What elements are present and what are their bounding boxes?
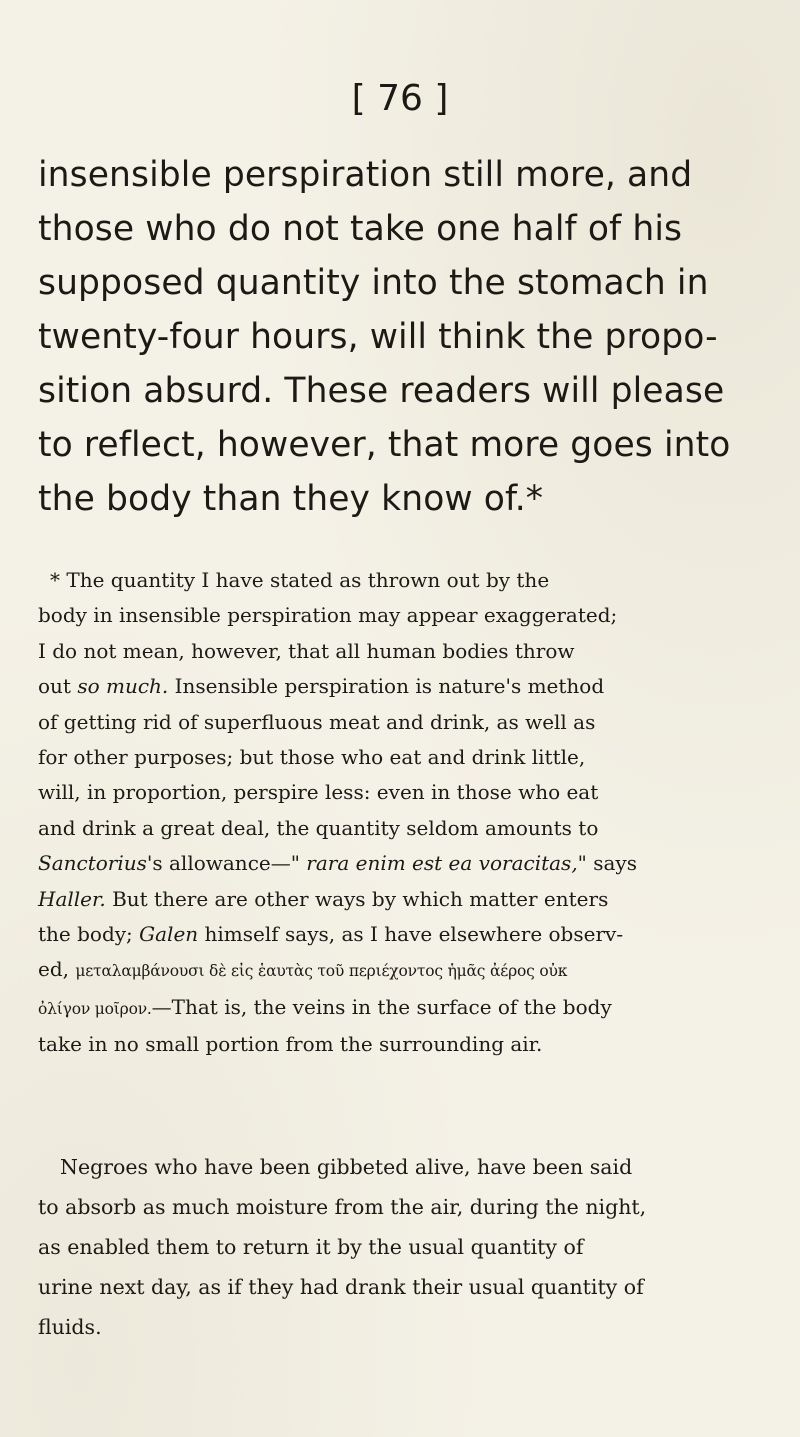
body-line: the body than they know of.*: [38, 479, 544, 519]
footnote-line: body in insensible perspiration may appear exaggerated;: [38, 603, 618, 628]
body-line: twenty-four hours, will think the propo-: [38, 317, 718, 357]
footnote-text: ed,: [38, 957, 76, 982]
body-line: those who do not take one half of his: [38, 209, 683, 249]
paragraph-line: Negroes who have been gibbeted alive, have been said: [60, 1155, 633, 1179]
paragraph-line: urine next day, as if they had drank their usual quantity of: [38, 1275, 644, 1299]
footnote-line: * The quantity I have stated as thrown out by the: [50, 568, 550, 592]
body-line: supposed quantity into the stomach in: [38, 263, 709, 303]
footnote-line: I do not mean, however, that all human bodies throw: [38, 638, 575, 663]
author-name: Sanctorius: [38, 851, 147, 876]
footnote-text: —That is, the veins in the surface of the body: [151, 994, 612, 1019]
body-line: sition absurd. These readers will please: [38, 371, 725, 411]
footnote-line: [38, 952, 768, 989]
footnote-text: himself says, as I have elsewhere observ-: [198, 922, 624, 947]
footnote-text: 's allowance—": [146, 851, 300, 876]
footnote-line: for other purposes; but those who eat and drink little,: [38, 745, 586, 770]
paragraph-line: as enabled them to return it by the usual quantity of: [38, 1235, 584, 1259]
body-line: to reflect, however, that more goes into: [38, 425, 731, 465]
footnote-line: [38, 846, 768, 881]
footnote-text: the body;: [38, 922, 140, 947]
footnote-line: and drink a great deal, the quantity seldom amounts to: [38, 815, 599, 840]
greek-quote: ὀλίγον μοῖρον.: [38, 999, 152, 1018]
page-number: [ 76 ]: [351, 78, 449, 119]
footnote-line: [38, 882, 768, 917]
footnote: [38, 563, 768, 1063]
author-name: Haller.: [38, 886, 106, 911]
footnote-line: [38, 917, 768, 952]
greek-quote: μεταλαμβάνουσι δὲ εἰς ἑαυτὰς τοῦ περιέχοντος ἡμᾶς ἀέρος οὐκ: [75, 962, 568, 981]
footnote-line: [38, 990, 768, 1027]
second-paragraph: [38, 1147, 768, 1347]
footnote-line: will, in proportion, perspire less: even in those who eat: [38, 780, 599, 805]
footnote-text: But there are other ways by which matter enters: [105, 886, 609, 911]
paragraph-line: to absorb as much moisture from the air, during the night,: [38, 1195, 647, 1219]
emphasis: so much.: [77, 674, 169, 699]
author-name: Galen: [139, 922, 199, 947]
footnote-line: take in no small portion from the surrounding air.: [38, 1032, 543, 1057]
footnote-text: out: [38, 674, 78, 699]
footnote-line: of getting rid of superfluous meat and drink, as well as: [38, 709, 596, 734]
footnote-text: " says: [577, 851, 637, 876]
paragraph-line: fluids.: [38, 1315, 102, 1339]
main-paragraph: [38, 148, 768, 526]
latin-quote: rara enim est ea voracitas,: [299, 851, 578, 876]
footnote-line: [38, 669, 768, 704]
body-line: insensible perspiration still more, and: [38, 155, 693, 195]
footnote-text: Insensible perspiration is nature's method: [168, 674, 605, 699]
